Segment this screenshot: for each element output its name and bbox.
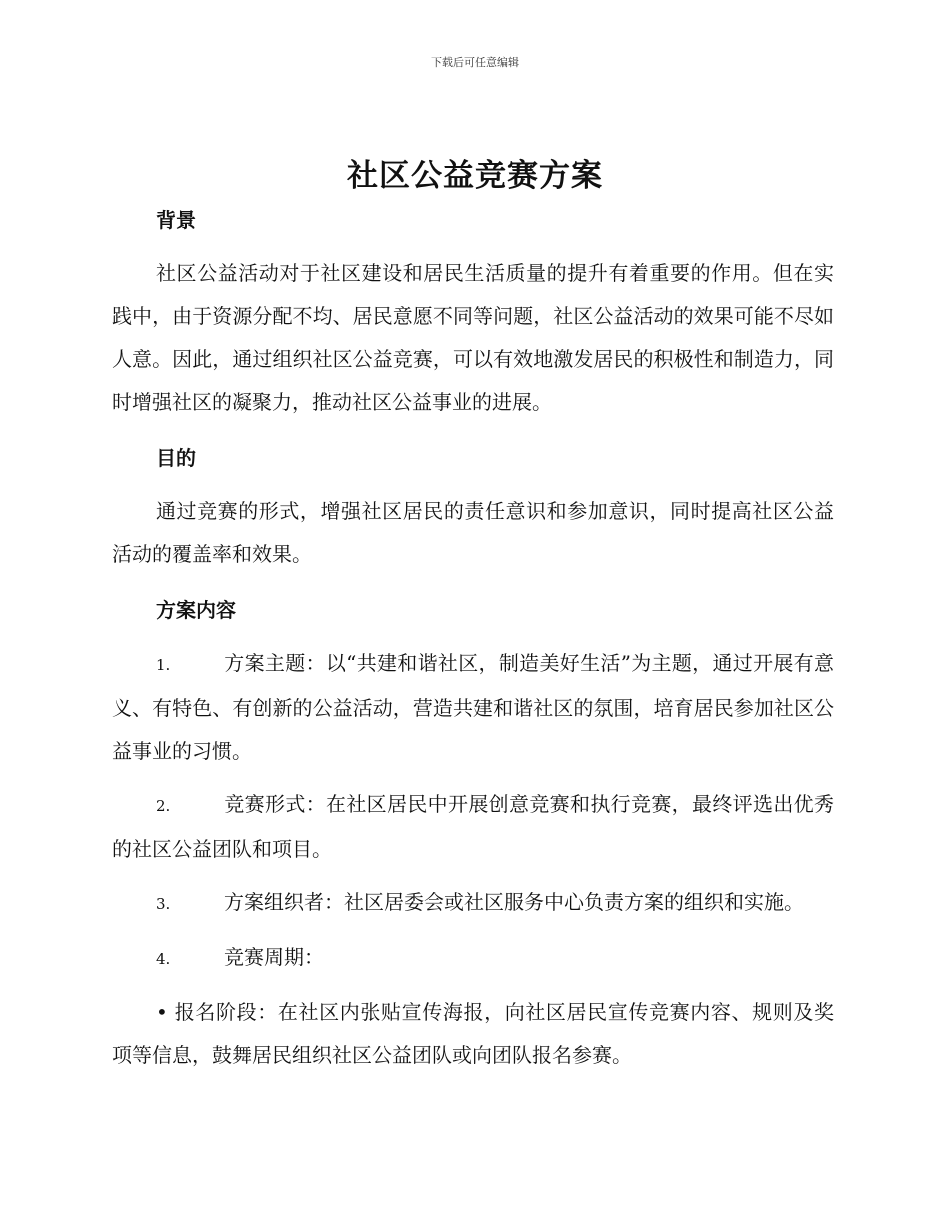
plan-item-number: 3. bbox=[156, 895, 171, 913]
plan-item-text: 方案主题：以“共建和谐社区，制造美好生活”为主题，通过开展有意义、有特色、有创新的公益活动，营造共建和谐社区的氛围，培育居民参加社区公益事业的习惯。 bbox=[112, 651, 834, 763]
plan-item bbox=[112, 936, 834, 981]
signup-stage-bullet: • 报名阶段：在社区内张贴宣传海报，向社区居民宣传竞赛内容、规则及奖项等信息，鼓舞居民组织社区公益团队或向团队报名参赛。 bbox=[112, 1000, 834, 1067]
section-heading-background: 背景 bbox=[156, 208, 196, 232]
purpose-paragraph: 通过竞赛的形式，增强社区居民的责任意识和参加意识，同时提高社区公益活动的覆盖率和效果。 bbox=[112, 499, 834, 566]
plan-item bbox=[112, 881, 834, 926]
header-note: 下载后可任意编辑 bbox=[431, 56, 519, 69]
plan-item-number: 2. bbox=[156, 797, 171, 815]
plan-item-text: 方案组织者：社区居委会或社区服务中心负责方案的组织和实施。 bbox=[224, 890, 804, 914]
plan-item-number: 1. bbox=[156, 656, 171, 674]
section-heading-plan: 方案内容 bbox=[156, 598, 236, 622]
plan-item bbox=[112, 642, 834, 773]
plan-item bbox=[112, 783, 834, 871]
document-body bbox=[112, 200, 834, 1077]
document-title: 社区公益竞赛方案 bbox=[347, 158, 603, 194]
section-heading-purpose: 目的 bbox=[156, 446, 196, 470]
plan-item-number: 4. bbox=[156, 950, 171, 968]
plan-item-text: 竞赛周期： bbox=[224, 945, 324, 969]
plan-item-text: 竞赛形式：在社区居民中开展创意竞赛和执行竞赛，最终评选出优秀的社区公益团队和项目。 bbox=[112, 792, 834, 861]
background-paragraph: 社区公益活动对于社区建设和居民生活质量的提升有着重要的作用。但在实践中，由于资源分配不均、居民意愿不同等问题，社区公益活动的效果可能不尽如人意。因此，通过组织社区公益竞赛，可以有效地激发居民的积极性和制造力，同时增强社区的凝聚力，推动社区公益事业的进展。 bbox=[112, 261, 834, 414]
